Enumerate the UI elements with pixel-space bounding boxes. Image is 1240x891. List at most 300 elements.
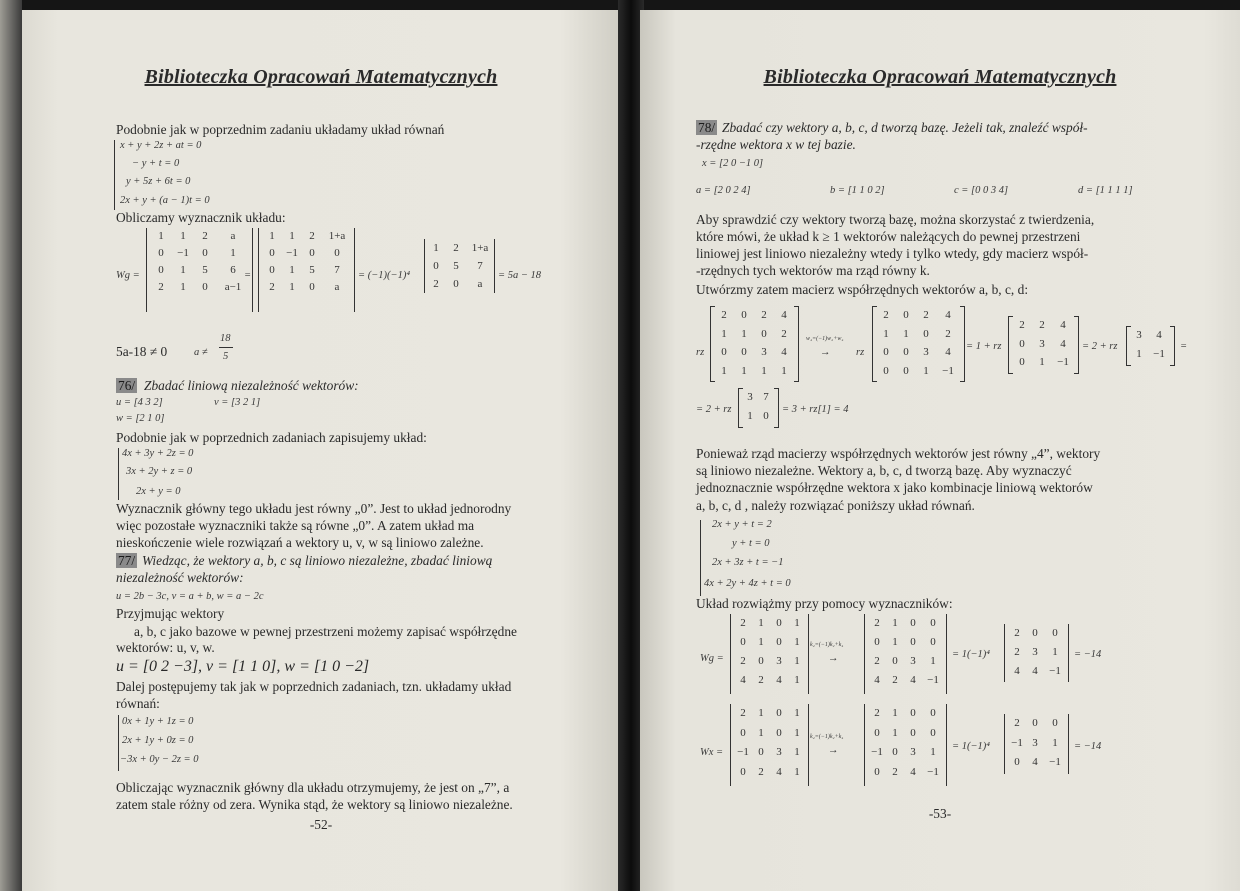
matrix-cell: 0 [740,636,746,648]
vector-u: u = [4 3 2] [116,397,163,408]
matrix-cell: −1 [286,247,298,259]
matrix-cell: 4 [1060,337,1066,350]
matrix-cell: −1 [1153,347,1165,360]
matrix-cell: 1 [794,655,800,667]
matrix-cell: 0 [740,726,746,739]
matrix-cell: 1 [794,617,800,629]
condition-lhs: a ≠ [194,347,208,358]
matrix-cell: 1 [794,707,800,719]
det-bar [864,614,865,694]
matrix-cell: 2 [158,281,164,293]
equation: − y + t = 0 [132,158,180,169]
problem-number: 76/ [118,378,136,393]
equation: 2x + y + t = 2 [712,519,772,530]
matrix-cell: 1 [1039,356,1045,368]
matrix-cell: 0 [1019,356,1025,368]
det-bar [808,614,809,694]
page-header: Biblioteczka Opracowań Matematycznych [763,66,1117,88]
matrix-cell: 1 [761,364,767,377]
matrix-cell: 0 [334,247,340,259]
problem-text: Wiedząc, że wektory a, b, c są liniowo niezależne, zbadać liniową [142,553,493,568]
vector-c: c = [0 0 3 4] [954,185,1009,196]
problem-text: -rzędne wektora x w tej bazie. [696,137,856,152]
det-bar [808,704,809,786]
det-bar [730,704,731,786]
matrix-cell: 5 [309,264,315,276]
system-brace [114,140,115,210]
det-bar [1068,714,1069,774]
matrix-cell: 1 [741,327,747,340]
wg-label: Wg = [116,270,140,281]
system-brace [118,448,119,500]
matrix-cell: 0 [741,346,747,358]
matrix-cell: 1+a [328,230,346,242]
matrix-cell: 2 [202,230,208,242]
matrix-cell: 0 [269,264,275,276]
fraction-line [219,347,233,348]
matrix-cell: 0 [158,264,164,276]
matrix-bracket [794,306,799,382]
matrix-cell: 0 [903,346,909,358]
system-brace [700,520,701,596]
matrix-cell: 2 [309,230,315,242]
matrix-cell: a [230,230,236,242]
matrix-cell: 3 [1136,329,1142,341]
matrix-cell: 2 [721,309,727,321]
matrix-cell: 1 [903,327,909,340]
matrix-cell: 4 [910,765,916,778]
determinant [734,614,806,690]
minus-factor: = (−1)(−1)⁴ [358,270,411,281]
matrix-cell: a [334,281,340,293]
matrix-cell: 0 [892,746,898,758]
matrix-cell: 1 [892,636,898,648]
matrix-cell: 0 [776,707,782,719]
paragraph: Podobnie jak w poprzednich zadaniach zapisujemy układ: [116,430,427,445]
equals: = [1180,341,1188,352]
equation: 4x + 3y + 2z = 0 [122,448,194,459]
matrix-cell: 2 [892,765,898,778]
paragraph-line: Obliczając wyznacznik główny dla układu otrzymujemy, że jest on „7”, a [116,780,510,795]
matrix-cell: 2 [874,617,880,629]
matrix-cell: 1 [758,707,764,719]
vectors: u = [0 2 −3], v = [1 1 0], w = [1 0 −2] [116,658,370,675]
matrix-cell: 2 [740,707,746,719]
matrix-cell: 2 [1014,646,1020,658]
equation: y + 5z + 6t = 0 [126,176,191,187]
matrix-bracket [774,388,779,428]
matrix-cell: 5 [202,264,208,276]
matrix-cell: 4 [910,674,916,686]
matrix-cell: 0 [930,726,936,739]
compute-det-text: Obliczamy wyznacznik układu: [116,210,286,225]
vector-b: b = [1 1 0 2] [830,185,885,196]
matrix-cell: 3 [776,746,782,758]
matrix-cell: 1 [883,327,889,340]
matrix-cell: 0 [741,309,747,321]
equation: 4x + 2y + 4z + t = 0 [704,578,791,589]
matrix-cell: 0 [776,726,782,739]
matrix-cell: 0 [930,707,936,719]
det-bar [494,239,495,293]
matrix-cell: 0 [761,327,767,340]
matrix-cell: 0 [903,364,909,377]
matrix-cell: 0 [883,364,889,377]
condition: 5a-18 ≠ 0 [116,344,168,359]
wx-label: Wx = [700,747,724,758]
matrix-cell: 0 [923,327,929,340]
row-op: w₄=(−1)w₂+w₄ [806,336,844,342]
matrix-cell: 0 [202,281,208,293]
matrix-cell: 1 [781,364,787,377]
matrix-cell: 0 [874,726,880,739]
fraction-denominator: 5 [223,351,229,362]
matrix-cell: 4 [945,346,951,358]
paragraph: Przyjmując wektory [116,606,225,621]
equation-part: = 1 + rz [966,341,1002,352]
matrix-cell: −1 [1049,665,1061,677]
matrix-cell: 1 [892,726,898,739]
page-number: -53- [928,806,952,821]
matrix-cell: 3 [910,655,916,667]
paragraph-line: Wyznacznik główny tego układu jest równy „0”. Jest to układ jednorodny [116,501,512,516]
matrix-cell: 0 [721,346,727,358]
matrix-cell: −1 [942,364,954,377]
paragraph-line: jednoznacznie współrzędne wektora x jako kombinacje liniową wektorów [696,480,1093,495]
matrix-cell: 0 [874,765,880,778]
vector-w: w = [2 1 0] [116,413,165,424]
problem-text: niezależność wektorów: [116,570,244,585]
right-page [640,10,1240,891]
matrix-cell: 1 [747,409,753,422]
matrix-cell: 2 [269,281,275,293]
matrix-cell: 0 [910,636,916,648]
matrix-cell: 4 [1014,665,1020,677]
matrix-cell: 1 [433,242,439,254]
page-header: Biblioteczka Opracowań Matematycznych [144,66,498,88]
matrix-cell: 1 [794,746,800,758]
equation: −3x + 0y − 2z = 0 [120,754,199,765]
matrix-cell: 3 [923,346,929,358]
matrix-cell: 2 [453,242,459,254]
equation: 2x + y = 0 [136,486,181,497]
matrix-cell: 1 [892,707,898,719]
matrix-cell: 1 [794,674,800,686]
paragraph-line: więc pozostałe wyznaczniki także są równe „0”. A zatem układ ma [116,518,475,533]
det-bar [1004,714,1005,774]
arrow: → [828,653,839,664]
paragraph: Utwórzmy zatem macierz współrzędnych wektorów a, b, c, d: [696,282,1029,297]
matrix-cell: −1 [737,746,749,758]
matrix [876,306,960,380]
system-brace [118,715,119,771]
det-bar [258,228,259,312]
col-op: k₄=(−1)k₂+k₄ [810,734,844,740]
matrix-cell: 4 [740,674,746,686]
matrix-cell: 2 [883,309,889,321]
det-bar [730,614,731,694]
matrix-cell: 1 [923,364,929,377]
det-bar [252,228,253,312]
matrix-cell: 2 [1039,319,1045,331]
matrix-cell: 3 [1039,337,1045,350]
matrix-cell: 3 [747,391,753,403]
vector-d: d = [1 1 1 1] [1078,185,1133,196]
matrix-cell: 4 [1060,319,1066,331]
paragraph-line: -rzędnych tych wektorów ma rząd równy k. [696,263,930,278]
matrix-cell: 1 [289,264,295,276]
matrix-cell: 1 [930,655,936,667]
paragraph: wektorów: u, v, w. [116,640,215,655]
vector-a: a = [2 0 2 4] [696,185,751,196]
matrix-cell: 4 [1032,665,1038,677]
equation-part: = 2 + rz [696,404,732,415]
paragraph-line: są liniowo niezależne. Wektory a, b, c, d tworzą bazę. Aby wyznaczyć [696,463,1072,478]
matrix-cell: a [477,278,483,290]
matrix-cell: 0 [930,617,936,629]
determinant [868,704,944,782]
paragraph-line: a, b, c, d , należy rozwiązać poniższy układ równań. [696,498,975,513]
matrix-cell: 2 [740,617,746,629]
matrix-cell: 2 [1019,319,1025,331]
equation: x + y + 2z + at = 0 [120,140,202,151]
matrix-cell: 1 [758,617,764,629]
matrix-cell: 1 [158,230,164,242]
matrix-cell: 2 [740,655,746,667]
matrix-cell: 1 [180,264,186,276]
matrix-cell: a−1 [224,281,242,293]
det-bar [946,704,947,786]
paragraph-line: które mówi, że układ k ≥ 1 wektorów należących do pewnej przestrzeni [696,229,1081,244]
equation: 2x + 3z + t = −1 [712,557,784,568]
matrix-cell: 0 [309,281,315,293]
matrix-cell: 2 [923,309,929,321]
problem-number: 77/ [118,553,136,568]
matrix-cell: 0 [758,655,764,667]
matrix-cell: 0 [910,726,916,739]
wg-label: Wg = [700,653,724,664]
matrix-cell: 2 [781,327,787,340]
matrix-cell: 2 [945,327,951,340]
page-number: -52- [309,817,333,832]
problem-text: Zbadać liniową niezależność wektorów: [144,378,359,393]
det-bar [424,239,425,293]
matrix-cell: 0 [883,346,889,358]
matrix-cell: 0 [1032,627,1038,639]
matrix-bracket [1074,316,1079,374]
matrix-cell: −1 [177,247,189,259]
book-edge [0,0,22,891]
matrix-cell: 4 [776,765,782,778]
determinant [150,228,250,296]
equation: 2x + y + (a − 1)t = 0 [120,195,210,206]
vector-v: v = [3 2 1] [214,397,261,408]
matrix-cell: 1+a [471,242,489,254]
matrix-cell: 0 [758,746,764,758]
matrix-cell: 3 [1032,736,1038,749]
matrix [714,306,794,380]
col-op: k₄=(−1)k₂+k₄ [810,642,844,648]
arrow: → [820,347,831,358]
matrix-cell: 0 [892,655,898,667]
matrix-cell: 0 [1014,756,1020,768]
matrix-cell: 0 [309,247,315,259]
matrix-bracket [1170,326,1175,366]
det-result: = −14 [1074,741,1102,752]
matrix-cell: 0 [776,617,782,629]
matrix-cell: 1 [721,327,727,340]
matrix-cell: 1 [758,726,764,739]
matrix-cell: 4 [1032,756,1038,768]
matrix-cell: −1 [927,674,939,686]
matrix-cell: 1 [289,230,295,242]
matrix-cell: 6 [230,264,236,276]
intro-text: Podobnie jak w poprzednim zadaniu układamy układ równań [116,122,445,137]
matrix-cell: 0 [202,247,208,259]
det-bar [1004,624,1005,682]
matrix-cell: 4 [781,346,787,358]
matrix-cell: 0 [433,260,439,272]
matrix-cell: 0 [903,309,909,321]
matrix-cell: 0 [1032,717,1038,729]
matrix-cell: 4 [1156,329,1162,341]
matrix-cell: 2 [761,309,767,321]
definition: u = 2b − 3c, v = a + b, w = a − 2c [116,591,264,602]
matrix-cell: 2 [433,278,439,290]
determinant [262,228,352,296]
paragraph-line: nieskończenie wiele rozwiązań a wektory u, v, w są liniowo zależne. [116,535,484,550]
equation-part: = 2 + rz [1082,341,1118,352]
matrix-cell: 1 [180,230,186,242]
matrix-cell: 0 [874,636,880,648]
vector-x: x = [2 0 −1 0] [702,158,764,169]
matrix-cell: 5 [453,260,459,272]
matrix-cell: −1 [1049,756,1061,768]
matrix-cell: 4 [781,309,787,321]
matrix-cell: 3 [1032,646,1038,658]
matrix-cell: 0 [1052,627,1058,639]
rank-label: rz [856,347,865,358]
determinant [426,239,494,293]
paragraph: a, b, c jako bazowe w pewnej przestrzeni możemy zapisać współrzędne [134,624,517,639]
matrix-cell: 1 [721,364,727,377]
det-bar [354,228,355,312]
matrix-cell: 0 [910,617,916,629]
paragraph: Dalej postępujemy tak jak w poprzednich zadaniach, tzn. układamy układ [116,679,512,694]
matrix-cell: 0 [158,247,164,259]
arrow: → [828,745,839,756]
matrix-cell: 4 [776,674,782,686]
matrix-cell: −1 [1011,736,1023,749]
matrix-cell: 1 [794,765,800,778]
matrix-cell: 1 [269,230,275,242]
matrix-cell: 2 [892,674,898,686]
matrix-cell: 1 [180,281,186,293]
matrix-cell: 3 [761,346,767,358]
matrix-cell: 1 [794,636,800,648]
equation: 0x + 1y + 1z = 0 [122,716,194,727]
matrix-cell: 7 [334,264,340,276]
matrix-cell: 1 [794,726,800,739]
matrix-cell: 1 [289,281,295,293]
equation: 2x + 1y + 0z = 0 [122,735,194,746]
det-result: = −14 [1074,649,1102,660]
paragraph-line: liniowej jest liniowo niezależny wtedy i tylko wtedy, gdy macierz współ- [696,246,1089,261]
matrix-cell: 0 [910,707,916,719]
matrix [1130,326,1170,363]
matrix-cell: −1 [927,765,939,778]
matrix-cell: 1 [1052,736,1058,749]
paragraph-line: Aby sprawdzić czy wektory tworzą bazę, można skorzystać z twierdzenia, [696,212,1095,227]
matrix-cell: 3 [776,655,782,667]
matrix-cell: 1 [230,247,236,259]
matrix-cell: 2 [1014,627,1020,639]
matrix-cell: 0 [740,765,746,778]
det-bar [146,228,147,312]
matrix-cell: 2 [1014,717,1020,729]
matrix-cell: 7 [477,260,483,272]
matrix-cell: 1 [1052,646,1058,658]
matrix-cell: 0 [930,636,936,648]
matrix [742,388,774,425]
matrix-cell: 0 [776,636,782,648]
matrix-cell: 1 [1136,347,1142,360]
paragraph: równań: [116,696,160,711]
matrix-cell: 2 [874,655,880,667]
matrix-cell: 1 [892,617,898,629]
matrix [1012,316,1074,372]
factor: = 1(−1)⁴ [952,741,990,752]
paragraph-line: Ponieważ rząd macierzy współrzędnych wektorów jest równy „4”, wektory [696,446,1101,461]
matrix-cell: −1 [1057,356,1069,368]
determinant [734,704,806,782]
left-page [22,10,620,891]
factor: = 1(−1)⁴ [952,649,990,660]
problem-number: 78/ [698,120,716,135]
det-bar [1068,624,1069,682]
det-result: = 5a − 18 [498,270,542,281]
equation: y + t = 0 [732,538,770,549]
equation-part: = 3 + rz[1] = 4 [782,404,849,415]
matrix-cell: 4 [874,674,880,686]
matrix-cell: 2 [874,707,880,719]
matrix-cell: 0 [453,278,459,290]
matrix-bracket [960,306,965,382]
paragraph: Układ rozwiążmy przy pomocy wyznaczników: [696,596,953,611]
matrix-cell: 1 [930,746,936,758]
det-bar [864,704,865,786]
matrix-cell: 7 [763,391,769,403]
matrix-cell: −1 [871,746,883,758]
det-bar [946,614,947,694]
matrix-cell: 0 [1019,337,1025,350]
matrix-cell: 3 [910,746,916,758]
matrix-cell: 4 [945,309,951,321]
fraction-numerator: 18 [220,333,231,344]
determinant [868,614,944,690]
matrix-cell: 0 [763,409,769,422]
equation: 3x + 2y + z = 0 [126,466,193,477]
matrix-cell: 2 [758,674,764,686]
matrix-cell: 0 [1052,717,1058,729]
determinant [1008,714,1066,773]
matrix-cell: 0 [269,247,275,259]
problem-text: Zbadać czy wektory a, b, c, d tworzą bazę. Jeżeli tak, znaleźć współ- [722,120,1088,135]
paragraph-line: zatem stale różny od zera. Wynika stąd, że wektory są liniowo niezależne. [116,797,513,812]
equals: = [244,270,252,281]
matrix-cell: 2 [758,765,764,778]
determinant [1008,624,1066,681]
